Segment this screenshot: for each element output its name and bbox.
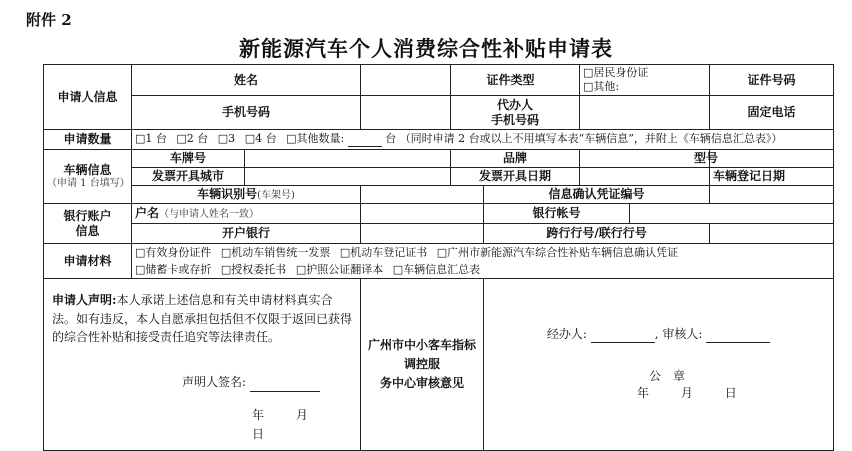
holder-field[interactable]: [361, 204, 484, 224]
confirm-no-label: 信息确认凭证编号: [484, 186, 710, 204]
bank-section-label: [44, 204, 132, 244]
material-invoice[interactable]: □机动车销售统一发票: [220, 246, 331, 259]
plate-label: 车牌号: [132, 150, 245, 168]
vehicle-section-label: [44, 150, 132, 204]
routing-label: 跨行行号/联行行号: [484, 224, 710, 244]
review-date: [637, 386, 830, 401]
qty-note: （同时申请 2 台或以上不用填写本表“车辆信息”，并附上《车辆信息汇总表》）: [399, 132, 783, 146]
authority-line1: 广州市中小客车指标调控服: [368, 337, 477, 371]
holder-label: [132, 204, 361, 224]
material-passport-translation[interactable]: □护照公证翻译本: [295, 263, 384, 277]
signature-row: [52, 373, 352, 393]
bank-name-field[interactable]: [361, 224, 484, 244]
brand-label: 品牌: [451, 150, 580, 168]
material-confirm-voucher[interactable]: □广州市新能源汽车综合性补贴车辆信息确认凭证: [436, 246, 679, 259]
bank-section-line2: 信息: [75, 223, 100, 238]
landline-label: 固定电话: [710, 96, 834, 130]
vin-label-text: 车辆识别号: [197, 186, 258, 201]
review-month: 月: [680, 386, 693, 401]
vehicle-section-note: （申请 1 台填写）: [47, 177, 130, 189]
review-day: 日: [724, 386, 737, 401]
invoice-city-label: 发票开具城市: [132, 168, 245, 186]
invoice-date-field[interactable]: [580, 168, 710, 186]
qty-option-1[interactable]: □1 台: [135, 132, 167, 146]
seal-block: [487, 369, 830, 401]
quantity-options: [132, 130, 834, 150]
applicant-section-label: 申请人信息: [44, 65, 132, 130]
confirm-no-field[interactable]: [710, 186, 834, 204]
id-type-label: 证件类型: [484, 65, 580, 96]
id-option-resident[interactable]: □居民身份证: [583, 66, 649, 80]
agent-label-line2: 手机号码: [491, 112, 540, 127]
qty-other-blank[interactable]: [348, 132, 382, 147]
id-type-label-spacer: [451, 65, 484, 96]
authority-opinion-label: [361, 279, 484, 451]
mobile-field[interactable]: [361, 96, 451, 130]
materials-section-label: 申请材料: [44, 244, 132, 279]
quantity-section-label: 申请数量: [44, 130, 132, 150]
qty-unit: 台: [385, 132, 397, 146]
vehicle-section-title: 车辆信息: [63, 162, 112, 177]
materials-row-1: [135, 244, 830, 261]
name-field[interactable]: [361, 65, 451, 96]
vin-field[interactable]: [361, 186, 484, 204]
material-id-card[interactable]: □有效身份证件: [135, 246, 212, 259]
account-label: 银行帐号: [484, 204, 630, 224]
decl-month: 月: [295, 408, 308, 423]
invoice-date-label: 发票开具日期: [451, 168, 580, 186]
routing-field[interactable]: [710, 224, 834, 244]
id-type-options[interactable]: [580, 65, 710, 96]
agent-mobile-field[interactable]: [580, 96, 710, 130]
materials-options: [132, 244, 834, 279]
reviewer-blank[interactable]: [706, 327, 770, 343]
qty-option-other[interactable]: □其他数量:: [286, 132, 345, 146]
model-cell: [694, 150, 834, 168]
signature-blank[interactable]: [250, 373, 320, 393]
material-bank-card[interactable]: □储蓄卡或存折: [135, 263, 212, 277]
declaration-label: 申请人声明:: [52, 293, 117, 308]
review-signers: 经办人: , 审核人:: [487, 327, 830, 343]
application-form-table: [43, 64, 834, 451]
reviewer-label: 审核人:: [662, 327, 703, 342]
form-title: 新能源汽车个人消费综合性补贴申请表: [239, 36, 613, 61]
declaration-text-block: [52, 285, 352, 347]
vin-label: [132, 186, 361, 204]
invoice-city-field[interactable]: [245, 168, 451, 186]
handler-blank[interactable]: [591, 327, 655, 343]
authority-line2: 务中心审核意见: [380, 375, 465, 390]
agent-mobile-label: [451, 96, 580, 130]
plate-field[interactable]: [245, 150, 451, 168]
qty-option-4[interactable]: □4 台: [244, 132, 277, 146]
seal-label: 公 章: [649, 369, 686, 384]
decl-day: 日: [252, 427, 265, 442]
declaration-text: 本人承诺上述信息和有关申请材料真实合法。如有违反，本人自愿承担包括但不仅限于返回已获得的综合性补贴和接受责任追究等法律责任。: [52, 293, 353, 345]
signature-label: 声明人签名:: [182, 374, 247, 389]
holder-label-text: 户名: [135, 205, 160, 220]
id-number-label: 证件号码: [710, 65, 834, 96]
id-option-other[interactable]: □其他:: [583, 80, 620, 93]
bank-name-label: 开户银行: [132, 224, 361, 244]
handler-label: 经办人:: [546, 327, 587, 342]
brand-field[interactable]: [580, 150, 710, 168]
decl-year: 年: [252, 408, 265, 423]
qty-option-3[interactable]: □3: [217, 132, 236, 146]
agent-label-line1: 代办人: [497, 97, 534, 112]
mobile-label: 手机号码: [132, 96, 361, 130]
review-cell: [484, 279, 834, 451]
material-registration[interactable]: □机动车登记证书: [339, 246, 428, 259]
vin-label-note: (车架号): [257, 189, 295, 201]
material-authorization[interactable]: □授权委托书: [220, 263, 287, 277]
name-label: 姓名: [132, 65, 361, 96]
account-field[interactable]: [630, 204, 834, 224]
declaration-cell: [44, 279, 361, 451]
attachment-label: 附件 2: [26, 11, 72, 29]
review-year: 年: [637, 386, 650, 401]
qty-option-2[interactable]: □2 台: [176, 132, 209, 146]
material-vehicle-summary[interactable]: □车辆信息汇总表: [392, 263, 481, 277]
materials-row-2: [135, 261, 830, 278]
holder-label-note: （与申请人姓名一致）: [159, 208, 260, 220]
register-date-label: 车辆登记日期: [710, 168, 834, 186]
declaration-date: [52, 406, 352, 443]
model-label: 型号: [694, 151, 719, 165]
bank-section-line1: 银行账户: [63, 208, 112, 223]
